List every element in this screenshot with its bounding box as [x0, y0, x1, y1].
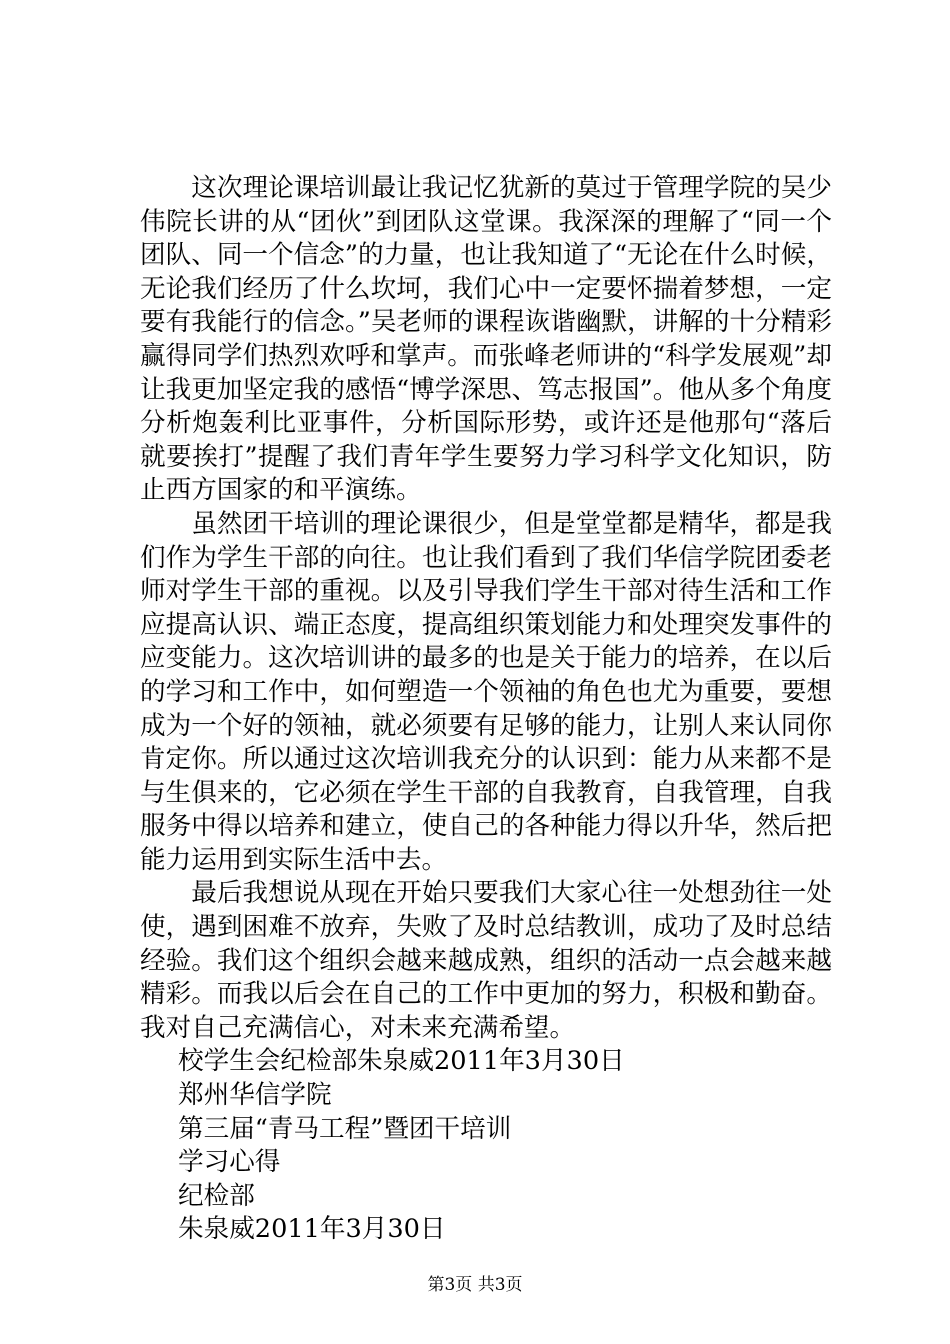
- signature-line-4: 学习心得: [178, 1147, 281, 1178]
- signature-line-5: 纪检部: [178, 1180, 255, 1211]
- document-body: [140, 172, 832, 1247]
- signature-line-2: 郑州华信学院: [178, 1080, 332, 1111]
- signature-line-3: 第三届“青马工程”暨团干培训: [178, 1113, 512, 1144]
- paragraph-1: 这次理论课培训最让我记忆犹新的莫过于管理学院的吴少伟院长讲的从“团伙”到团队这堂课。我深深的理解了“同一个团队、同一个信念”的力量，也让我知道了“无论在什么时候，无论我们经历了什么坎坷，我们心中一定要怀揣着梦想，一定要有我能行的信念。”吴老师的课程诙谐幽默，讲解的十分精彩赢得同学们热烈欢呼和掌声。而张峰老师讲的“科学发展观”却让我更加坚定我的感悟“博学深思、笃志报国”。他从多个角度分析炮轰利比亚事件，分析国际形势，或许还是他那句“落后就要挨打”提醒了我们青年学生要努力学习科学文化知识，防止西方国家的和平演练。: [140, 173, 832, 506]
- paragraph-3: 最后我想说从现在开始只要我们大家心往一处想劲往一处使，遇到困难不放弃，失败了及时总结教训，成功了及时总结经验。我们这个组织会越来越成熟，组织的活动一点会越来越精彩。而我以后会在自己的工作中更加的努力，积极和勤奋。我对自己充满信心，对未来充满希望。: [140, 878, 832, 1043]
- page-number-footer: 第3页 共3页: [427, 1275, 523, 1295]
- paragraph-2: 虽然团干培训的理论课很少，但是堂堂都是精华，都是我们作为学生干部的向往。也让我们看到了我们华信学院团委老师对学生干部的重视。以及引导我们学生干部对待生活和工作应提高认识、端正态度，提高组织策划能力和处理突发事件的应变能力。这次培训讲的最多的也是关于能力的培养，在以后的学习和工作中，如何塑造一个领袖的角色也尤为重要，要想成为一个好的领袖，就必须要有足够的能力，让别人来认同你肯定你。所以通过这次培训我充分的认识到：能力从来都不是与生俱来的，它必须在学生干部的自我教育，自我管理，自我服务中得以培养和建立，使自己的各种能力得以升华，然后把能力运用到实际生活中去。: [140, 508, 832, 875]
- signature-line-6: 朱泉威2011年3月30日: [178, 1214, 446, 1245]
- signature-line-1: 校学生会纪检部朱泉威2011年3月30日: [178, 1046, 625, 1077]
